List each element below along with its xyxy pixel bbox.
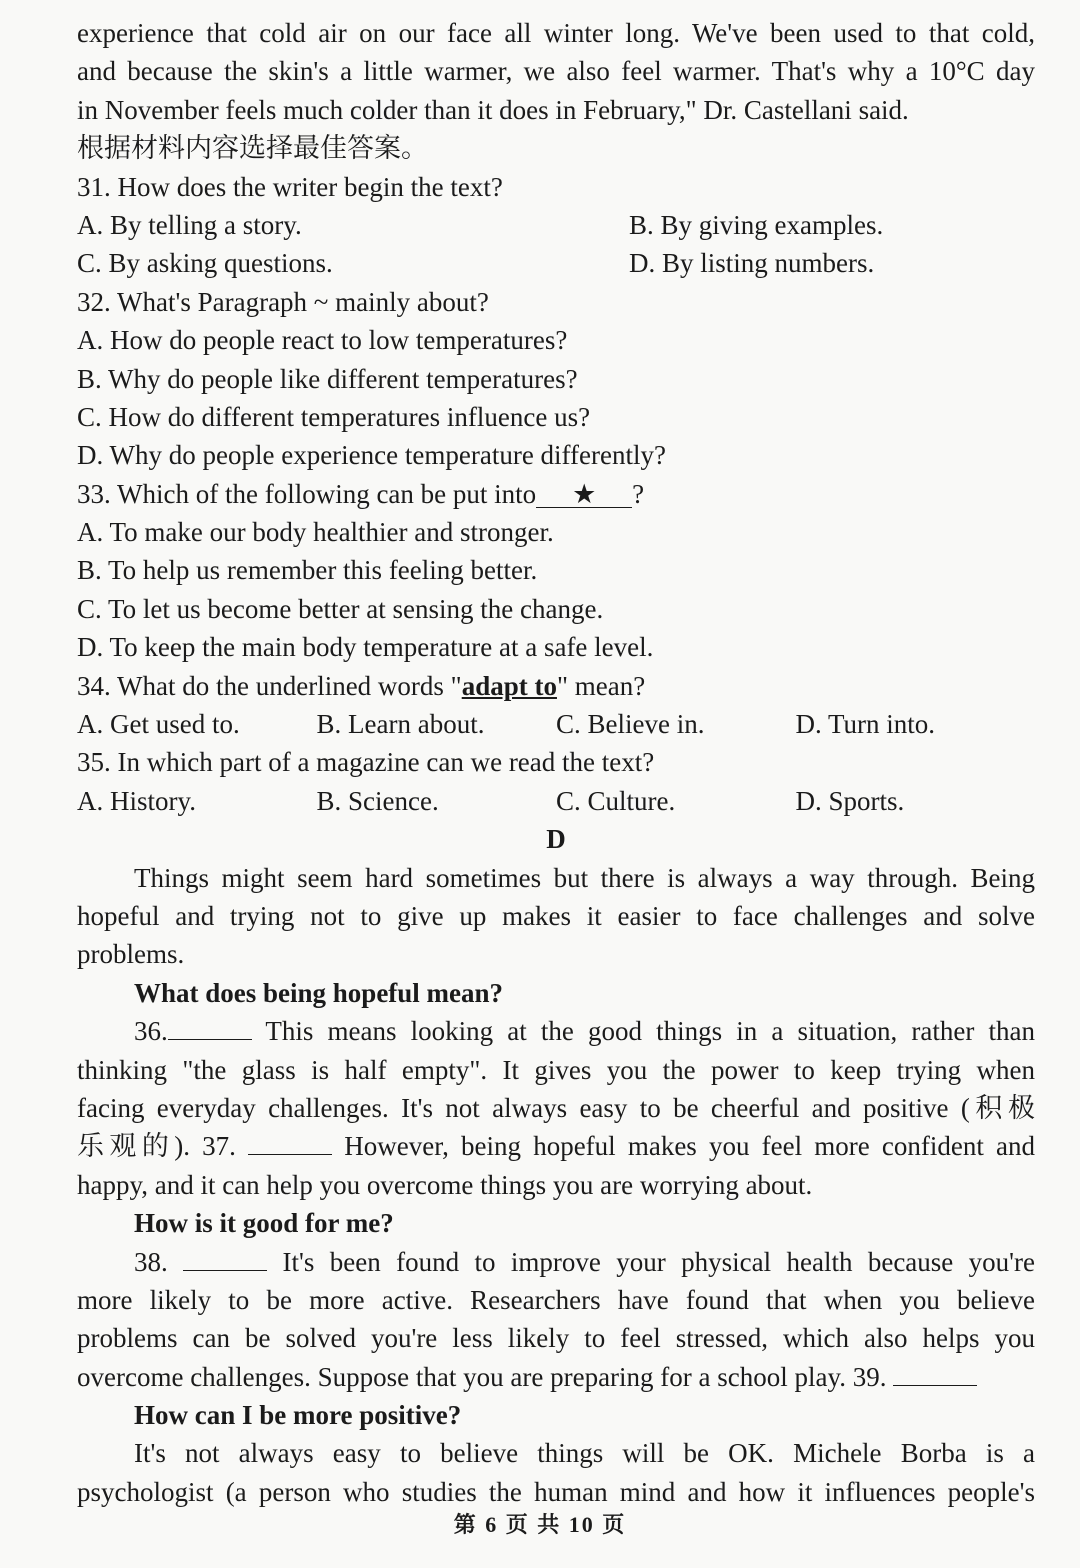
q31-option-a: A. By telling a story. [77, 209, 302, 240]
subheading-good: How is it good for me? [134, 1208, 394, 1239]
q37-lead: 乐观的). 37. [77, 1131, 236, 1162]
q33-option-d: D. To keep the main body temperature at a safe level. [77, 632, 654, 663]
d-p2-line-1 [77, 1012, 1035, 1050]
q32-option-c: C. How do different temperatures influence us? [77, 401, 591, 432]
section-d-heading: D [546, 824, 566, 855]
d-p2-line-3: facing everyday challenges. It's not always easy to be cheerful and positive (积极 [77, 1092, 1035, 1123]
q32-option-a: A. How do people react to low temperatures? [77, 325, 568, 356]
q34-stem-text: 34. What do the underlined words " [77, 670, 462, 701]
q33-stem-end: ? [632, 478, 645, 509]
intro-line-2: and because the skin's a little warmer, we also feel warmer. That's why a 10°C day [77, 56, 1035, 87]
page-footer: 第 6 页 共 10 页 [453, 1512, 627, 1537]
instruction: 根据材料内容选择最佳答案。 [77, 133, 428, 164]
q33-option-a: A. To make our body healthier and stronger. [77, 517, 554, 548]
d-p1-line-2: hopeful and trying not to give up makes it easier to face challenges and solve [77, 900, 1035, 931]
d-p2-line-2: thinking "the glass is half empty". It gives you the power to keep trying when [77, 1054, 1035, 1085]
d-p1-line-3: problems. [77, 939, 185, 970]
q35-option-a: A. History. [77, 785, 196, 816]
q35-option-c: C. Culture. [556, 785, 676, 816]
q32-stem: 32. What's Paragraph ~ mainly about? [77, 286, 489, 317]
q34-option-a: A. Get used to. [77, 709, 240, 740]
q35-options [77, 782, 1035, 820]
q34-option-b: B. Learn about. [316, 709, 485, 740]
q36-blank[interactable] [168, 1015, 252, 1040]
d-p4-line-2: psychologist (a person who studies the human mind and how it influences people's [77, 1476, 1035, 1507]
q32-option-d: D. Why do people experience temperature differently? [77, 440, 666, 471]
d-p3-line-1 [77, 1243, 1035, 1281]
q39-blank[interactable] [893, 1361, 977, 1386]
q34-stem [77, 667, 1035, 705]
d-p2-text-1: This means looking at the good things in a situation, rather than [265, 1016, 1035, 1047]
q34-stem-end: " mean? [556, 670, 646, 701]
q35-stem: 35. In which part of a magazine can we read the text? [77, 747, 655, 778]
q31-options-row-2 [77, 244, 1035, 282]
q38-blank[interactable] [183, 1246, 267, 1271]
d-p3-line-2: more likely to be more active. Researchers have found that when you believe [77, 1284, 1035, 1315]
q33-option-c: C. To let us become better at sensing the change. [77, 593, 604, 624]
subheading-positive: How can I be more positive? [134, 1400, 462, 1431]
q34-option-d: D. Turn into. [795, 709, 936, 740]
q31-option-c: C. By asking questions. [77, 248, 333, 279]
subheading-hopeful: What does being hopeful mean? [134, 977, 504, 1008]
q34-option-c: C. Believe in. [556, 709, 705, 740]
q31-options-row-1 [77, 206, 1035, 244]
q38-number: 38. [134, 1246, 168, 1277]
intro-line-3: in November feels much colder than it does in February," Dr. Castellani said. [77, 94, 909, 125]
q31-stem: 31. How does the writer begin the text? [77, 171, 503, 202]
intro-line-1: experience that cold air on our face all winter long. We've been used to that cold, [77, 18, 1035, 48]
q33-option-b: B. To help us remember this feeling better. [77, 555, 538, 586]
q33-stem [77, 475, 1035, 513]
d-p4-line-1: It's not always easy to believe things will be OK. Michele Borba is a [134, 1438, 1035, 1469]
q31-option-b: B. By giving examples. [629, 209, 884, 240]
underlined-term: adapt to [461, 670, 557, 701]
q32-option-b: B. Why do people like different temperatures? [77, 363, 578, 394]
q36-number: 36. [134, 1016, 168, 1047]
d-p3-text-1: It's been found to improve your physical health because you're [282, 1246, 1036, 1277]
q33-stem-text: 33. Which of the following can be put into [77, 478, 537, 509]
d-p3-line-3: problems can be solved you're less likely to feel stressed, which also helps you [77, 1323, 1035, 1354]
q35-option-d: D. Sports. [795, 785, 905, 816]
d-p1-line-1: Things might seem hard sometimes but there is always a way through. Being [134, 862, 1035, 893]
q35-option-b: B. Science. [316, 785, 439, 816]
d-p2-line-4 [77, 1127, 1035, 1165]
q34-options [77, 705, 1035, 743]
exam-page [77, 14, 1035, 1511]
star-icon: ★ [572, 478, 597, 509]
d-p3-line-4 [77, 1358, 1035, 1396]
q37-blank[interactable] [248, 1130, 332, 1155]
star-blank [536, 478, 632, 509]
d-p2-text-4: However, being hopeful makes you feel more confident and [344, 1131, 1036, 1162]
q31-option-d: D. By listing numbers. [629, 248, 875, 279]
d-p2-line-5: happy, and it can help you overcome things you are worrying about. [77, 1169, 813, 1200]
d-p3-text-4: overcome challenges. Suppose that you are preparing for a school play. 39. [77, 1361, 887, 1392]
